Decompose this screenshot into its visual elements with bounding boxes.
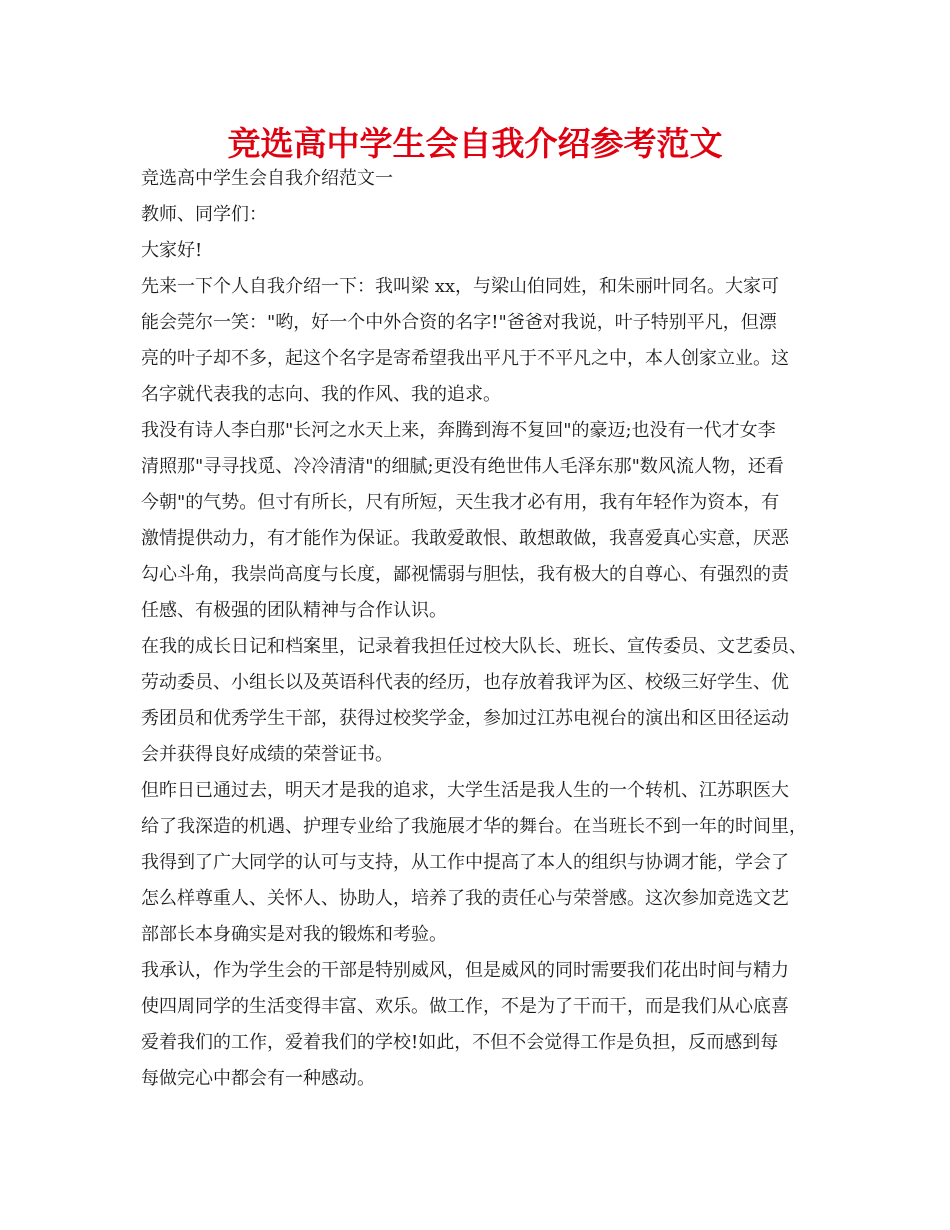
text-line: 部部长本身确实是对我的锻炼和考验。 bbox=[141, 924, 447, 945]
text-line: 先来一下个人自我介绍一下：我叫梁 xx，与梁山伯同姓，和朱丽叶同名。大家可 bbox=[141, 276, 780, 297]
document-body bbox=[141, 161, 829, 1097]
text-line: 会并获得良好成绩的荣誉证书。 bbox=[141, 744, 393, 765]
text-line: 在我的成长日记和档案里，记录着我担任过校大队长、班长、宣传委员、文艺委员、 bbox=[141, 636, 807, 657]
text-line: 今朝"的气势。但寸有所长，尺有所短，天生我才必有用，我有年轻作为资本，有 bbox=[141, 492, 780, 513]
text-line: 能会莞尔一笑："哟，好一个中外合资的名字!"爸爸对我说，叶子特别平凡，但漂 bbox=[141, 312, 777, 333]
text-line: 给了我深造的机遇、护理专业给了我施展才华的舞台。在当班长不到一年的时间里， bbox=[141, 816, 807, 837]
text-line: 爱着我们的工作，爱着我们的学校!如此，不但不会觉得工作是负担，反而感到每 bbox=[141, 1032, 779, 1053]
text-line: 但昨日已通过去，明天才是我的追求，大学生活是我人生的一个转机、江苏职医大 bbox=[141, 780, 789, 801]
text-line: 任感、有极强的团队精神与合作认识。 bbox=[141, 600, 447, 621]
text-line: 每做完心中都会有一种感动。 bbox=[141, 1068, 375, 1089]
text-line: 劳动委员、小组长以及英语科代表的经历，也存放着我评为区、校级三好学生、优 bbox=[141, 672, 789, 693]
text-line: 使四周同学的生活变得丰富、欢乐。做工作，不是为了干而干，而是我们从心底喜 bbox=[141, 996, 789, 1017]
text-line-subheading: 竞选高中学生会自我介绍范文一 bbox=[141, 168, 393, 189]
text-line: 清照那"寻寻找觅、冷冷清清"的细腻;更没有绝世伟人毛泽东那"数风流人物，还看 bbox=[141, 456, 784, 477]
text-line: 名字就代表我的志向、我的作风、我的追求。 bbox=[141, 384, 501, 405]
text-line: 我得到了广大同学的认可与支持，从工作中提高了本人的组织与协调才能，学会了 bbox=[141, 852, 789, 873]
text-line: 激情提供动力，有才能作为保证。我敢爱敢恨、敢想敢做，我喜爱真心实意，厌恶 bbox=[141, 528, 789, 549]
text-line: 我没有诗人李白那"长河之水天上来，奔腾到海不复回"的豪迈;也没有一代才女李 bbox=[141, 420, 776, 441]
text-line-greeting: 大家好! bbox=[141, 240, 203, 261]
text-line: 亮的叶子却不多，起这个名字是寄希望我出平凡于不平凡之中，本人创家立业。这 bbox=[141, 348, 789, 369]
text-line: 秀团员和优秀学生干部，获得过校奖学金，参加过江苏电视台的演出和区田径运动 bbox=[141, 708, 789, 729]
text-line-salutation: 教师、同学们： bbox=[141, 204, 267, 225]
text-line: 勾心斗角，我崇尚高度与长度，鄙视懦弱与胆怯，我有极大的自尊心、有强烈的责 bbox=[141, 564, 789, 585]
document-title: 竞选高中学生会自我介绍参考范文 bbox=[227, 124, 723, 163]
text-line: 怎么样尊重人、关怀人、协助人，培养了我的责任心与荣誉感。这次参加竞选文艺 bbox=[141, 888, 789, 909]
text-line: 我承认，作为学生会的干部是特别威风，但是威风的同时需要我们花出时间与精力 bbox=[141, 960, 789, 981]
